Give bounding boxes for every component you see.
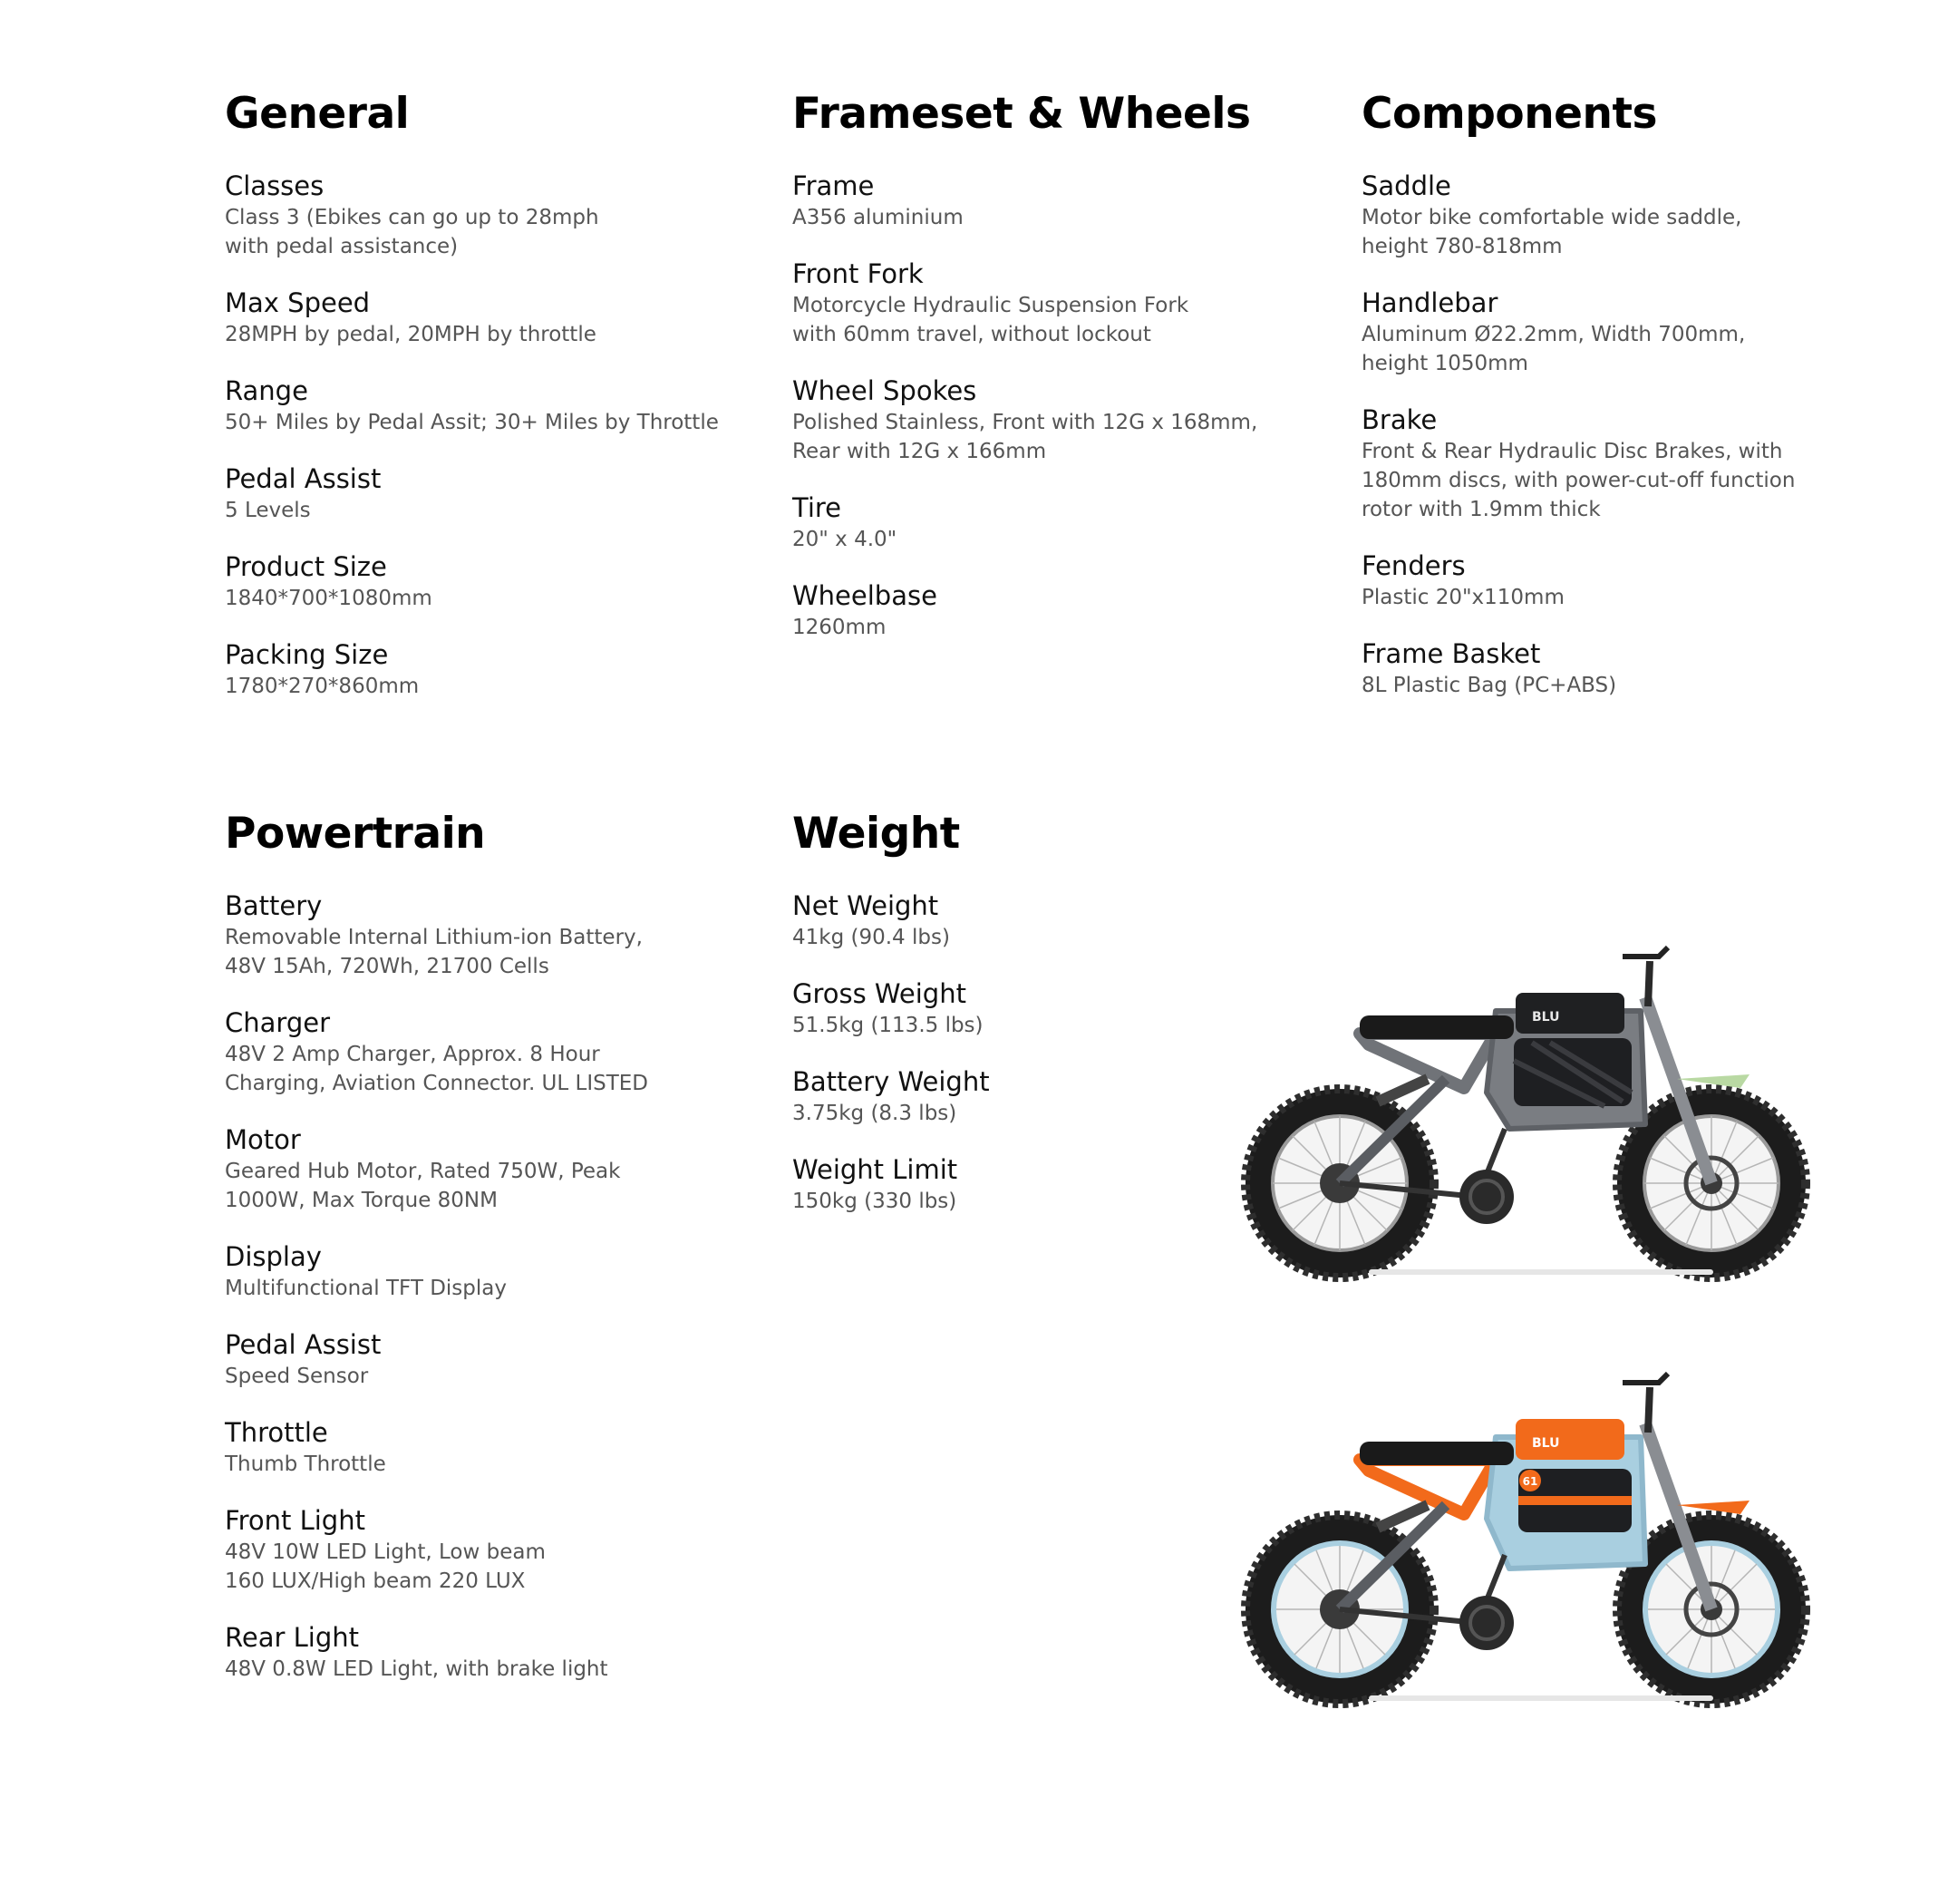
section-frameset-wheels bbox=[792, 89, 1336, 666]
spec-item-front-light bbox=[225, 1503, 769, 1596]
ground-shadow bbox=[1369, 1269, 1713, 1275]
spec-value: A356 aluminium bbox=[792, 206, 964, 229]
spec-item-product-size bbox=[225, 549, 769, 613]
spec-item-handlebar bbox=[1362, 286, 1869, 378]
spec-label: Wheelbase bbox=[792, 580, 937, 611]
spec-label: Frame bbox=[792, 170, 875, 201]
saddle bbox=[1360, 1442, 1514, 1465]
spec-label: Pedal Assist bbox=[225, 1329, 382, 1360]
spec-label: Charger bbox=[225, 1007, 330, 1038]
section-title: Components bbox=[1362, 89, 1657, 139]
spec-item-fenders bbox=[1362, 549, 1869, 612]
spec-value: Multifunctional TFT Display bbox=[225, 1277, 507, 1300]
spec-item-rear-light bbox=[225, 1620, 769, 1684]
spec-item-throttle bbox=[225, 1415, 769, 1479]
spec-value: Thumb Throttle bbox=[225, 1452, 386, 1476]
spec-item-battery bbox=[225, 889, 769, 981]
spec-value: 48V 2 Amp Charger, Approx. 8 Hour Charging, Aviation Connector. UL LISTED bbox=[225, 1043, 649, 1095]
spec-value: Speed Sensor bbox=[225, 1365, 369, 1388]
section-title: Powertrain bbox=[225, 809, 486, 859]
spec-item-front-fork bbox=[792, 257, 1336, 349]
section-components bbox=[1362, 89, 1869, 724]
section-general bbox=[225, 89, 769, 725]
spec-label: Wheel Spokes bbox=[792, 375, 977, 406]
spec-value: 8L Plastic Bag (PC+ABS) bbox=[1362, 674, 1617, 697]
spec-item-wheel-spokes bbox=[792, 374, 1336, 466]
spec-item-motor bbox=[225, 1122, 769, 1215]
spec-item-range bbox=[225, 374, 769, 437]
section-title: Weight bbox=[792, 809, 960, 859]
spec-list bbox=[1362, 169, 1869, 700]
ground-shadow bbox=[1369, 1695, 1713, 1701]
spec-item-pedal-assist bbox=[225, 461, 769, 525]
spec-list bbox=[792, 889, 1227, 1216]
spec-item-classes bbox=[225, 169, 769, 261]
spec-item-display bbox=[225, 1239, 769, 1303]
spec-label: Display bbox=[225, 1241, 322, 1272]
ebike-orange-image bbox=[1233, 1369, 1822, 1714]
spec-label: Battery bbox=[225, 890, 323, 921]
brand-logo: BLU bbox=[1532, 1010, 1560, 1025]
spec-label: Battery Weight bbox=[792, 1066, 990, 1097]
spec-value: 28MPH by pedal, 20MPH by throttle bbox=[225, 323, 596, 346]
spec-item-tire bbox=[792, 491, 1336, 554]
spec-item-weight-limit bbox=[792, 1152, 1227, 1216]
section-powertrain bbox=[225, 809, 769, 1708]
spec-item-brake bbox=[1362, 403, 1869, 524]
section-weight bbox=[792, 809, 1227, 1240]
spec-label: Tire bbox=[792, 492, 842, 523]
spec-value: Removable Internal Lithium-ion Battery, 48V 15Ah, 720Wh, 21700 Cells bbox=[225, 926, 643, 978]
spec-item-saddle bbox=[1362, 169, 1869, 261]
spec-value: Front & Rear Hydraulic Disc Brakes, with 180mm discs, with power-cut-off function rotor with 1.9mm thick bbox=[1362, 440, 1796, 521]
spec-label: Product Size bbox=[225, 551, 387, 582]
spec-item-wheelbase bbox=[792, 578, 1336, 642]
spec-label: Pedal Assist bbox=[225, 463, 382, 494]
section-title: General bbox=[225, 89, 410, 139]
spec-value: Motorcycle Hydraulic Suspension Fork with 60mm travel, without lockout bbox=[792, 294, 1189, 346]
spec-value: 51.5kg (113.5 lbs) bbox=[792, 1014, 984, 1037]
spec-label: Front Light bbox=[225, 1505, 365, 1536]
spec-item-frame bbox=[792, 169, 1336, 232]
spec-label: Rear Light bbox=[225, 1622, 359, 1653]
spec-value: 3.75kg (8.3 lbs) bbox=[792, 1102, 957, 1125]
spec-value: Aluminum Ø22.2mm, Width 700mm, height 1050mm bbox=[1362, 323, 1746, 375]
spec-item-gross-weight bbox=[792, 976, 1227, 1040]
crankset bbox=[1459, 1596, 1514, 1650]
spec-value: Motor bike comfortable wide saddle, height 780-818mm bbox=[1362, 206, 1742, 258]
spec-list bbox=[225, 889, 769, 1684]
spec-value: 50+ Miles by Pedal Assit; 30+ Miles by Throttle bbox=[225, 411, 719, 434]
spec-value: Class 3 (Ebikes can go up to 28mph with pedal assistance) bbox=[225, 206, 599, 258]
spec-list bbox=[792, 169, 1336, 642]
spec-label: Packing Size bbox=[225, 639, 389, 670]
spec-label: Range bbox=[225, 375, 308, 406]
spec-label: Brake bbox=[1362, 404, 1438, 435]
spec-value: 5 Levels bbox=[225, 499, 311, 522]
spec-item-battery-weight bbox=[792, 1064, 1227, 1128]
saddle bbox=[1360, 1015, 1514, 1039]
spec-list bbox=[225, 169, 769, 701]
spec-value: 20" x 4.0" bbox=[792, 528, 897, 551]
section-title: Frameset & Wheels bbox=[792, 89, 1251, 139]
spec-value: 150kg (330 lbs) bbox=[792, 1190, 957, 1213]
ebike-grey-image bbox=[1233, 943, 1822, 1287]
spec-label: Weight Limit bbox=[792, 1154, 958, 1185]
spec-label: Max Speed bbox=[225, 287, 371, 318]
spec-label: Throttle bbox=[225, 1417, 328, 1448]
spec-item-max-speed bbox=[225, 286, 769, 349]
spec-label: Fenders bbox=[1362, 550, 1466, 581]
spec-item-net-weight bbox=[792, 889, 1227, 952]
spec-label: Net Weight bbox=[792, 890, 939, 921]
spec-label: Saddle bbox=[1362, 170, 1451, 201]
spec-label: Front Fork bbox=[792, 258, 924, 289]
spec-value: 1840*700*1080mm bbox=[225, 587, 432, 610]
spec-value: 41kg (90.4 lbs) bbox=[792, 926, 950, 949]
spec-label: Classes bbox=[225, 170, 325, 201]
spec-value: Geared Hub Motor, Rated 750W, Peak 1000W, Max Torque 80NM bbox=[225, 1160, 621, 1212]
brand-logo: BLU bbox=[1532, 1436, 1560, 1451]
spec-label: Frame Basket bbox=[1362, 638, 1541, 669]
spec-value: 1780*270*860mm bbox=[225, 675, 420, 698]
spec-item-charger bbox=[225, 1005, 769, 1098]
spec-value: Polished Stainless, Front with 12G x 168mm, Rear with 12G x 166mm bbox=[792, 411, 1258, 463]
spec-label: Motor bbox=[225, 1124, 301, 1155]
crankset bbox=[1459, 1170, 1514, 1224]
spec-item-frame-basket bbox=[1362, 636, 1869, 700]
spec-value: 48V 10W LED Light, Low beam 160 LUX/High beam 220 LUX bbox=[225, 1540, 546, 1593]
spec-item-packing-size bbox=[225, 637, 769, 701]
spec-value: 48V 0.8W LED Light, with brake light bbox=[225, 1657, 608, 1681]
spec-label: Gross Weight bbox=[792, 978, 966, 1009]
spec-label: Handlebar bbox=[1362, 287, 1498, 318]
spec-item-pedal-assist-sensor bbox=[225, 1327, 769, 1391]
spec-value: 1260mm bbox=[792, 616, 887, 639]
badge-number: 61 bbox=[1522, 1475, 1538, 1488]
spec-value: Plastic 20"x110mm bbox=[1362, 586, 1565, 609]
